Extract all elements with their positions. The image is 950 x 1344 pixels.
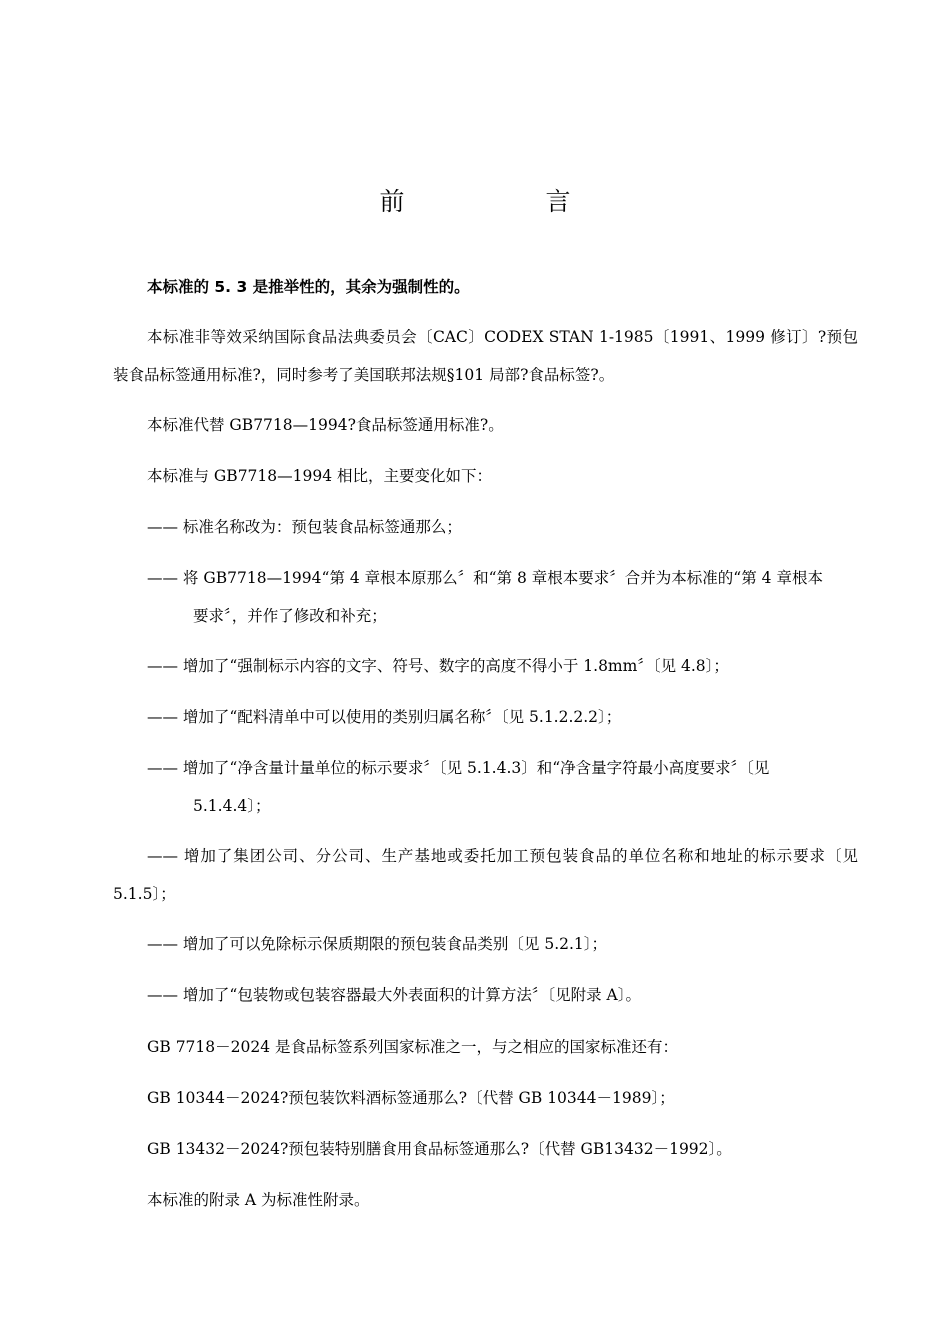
change-item: —— 标准名称改为：预包装食品标签通那么； — [147, 518, 462, 536]
change-item — [147, 749, 858, 825]
normative-statement: 本标准的 5. 3 是推举性的，其余为强制性的。 — [147, 278, 470, 296]
change-item-continuation: 5.1.4.4〕； — [193, 797, 271, 815]
changes-intro: 本标准与 GB7718—1994 相比，主要变化如下： — [147, 467, 493, 485]
change-item-line: —— 增加了“净含量计量单位的标示要求〞〔见 5.1.4.3〕和“净含量字符最小高度要求〞〔见 — [147, 759, 770, 777]
change-item-continuation: 要求〞，并作了修改和补充； — [193, 607, 387, 625]
change-item: —— 增加了集团公司、分公司、生产基地或委托加工预包装食品的单位名称和地址的标示要求〔见 5.1.5〕； — [113, 847, 858, 903]
change-item-line: —— 将 GB7718—1994“第 4 章根本原那么〞和“第 8 章根本要求〞合并为本标准的“第 4 章根本 — [147, 569, 823, 587]
change-item: —— 增加了“包装物或包装容器最大外表面积的计算方法〞〔见附录 A〕。 — [147, 986, 641, 1004]
related-standard: GB 10344－2024?预包装饮料酒标签通那么?〔代替 GB 10344－1989〕； — [147, 1089, 675, 1107]
adoption-paragraph: 本标准非等效采纳国际食品法典委员会〔CAC〕CODEX STAN 1-1985〔1991、1999 修订〕?预包装食品标签通用标准?，同时参考了美国联邦法规§101 局部?食品标签?。 — [113, 328, 858, 384]
replacement-paragraph: 本标准代替 GB7718—1994?食品标签通用标准?。 — [147, 416, 504, 434]
change-item: —— 增加了可以免除标示保质期限的预包装食品类别〔见 5.2.1〕； — [147, 935, 608, 953]
change-item — [147, 559, 858, 635]
change-item: —— 增加了“配料清单中可以使用的类别归属名称〞〔见 5.1.2.2.2〕； — [147, 708, 622, 726]
appendix-note: 本标准的附录 A 为标准性附录。 — [147, 1191, 370, 1209]
related-standard: GB 13432－2024?预包装特别膳食用食品标签通那么?〔代替 GB13432－1992〕。 — [147, 1140, 732, 1158]
related-standards-intro: GB 7718－2024 是食品标签系列国家标准之一，与之相应的国家标准还有： — [147, 1038, 679, 1056]
change-item: —— 增加了“强制标示内容的文字、符号、数字的高度不得小于 1.8mm〞〔见 4.8〕； — [147, 657, 729, 675]
page-title: 前 言 — [379, 187, 629, 216]
